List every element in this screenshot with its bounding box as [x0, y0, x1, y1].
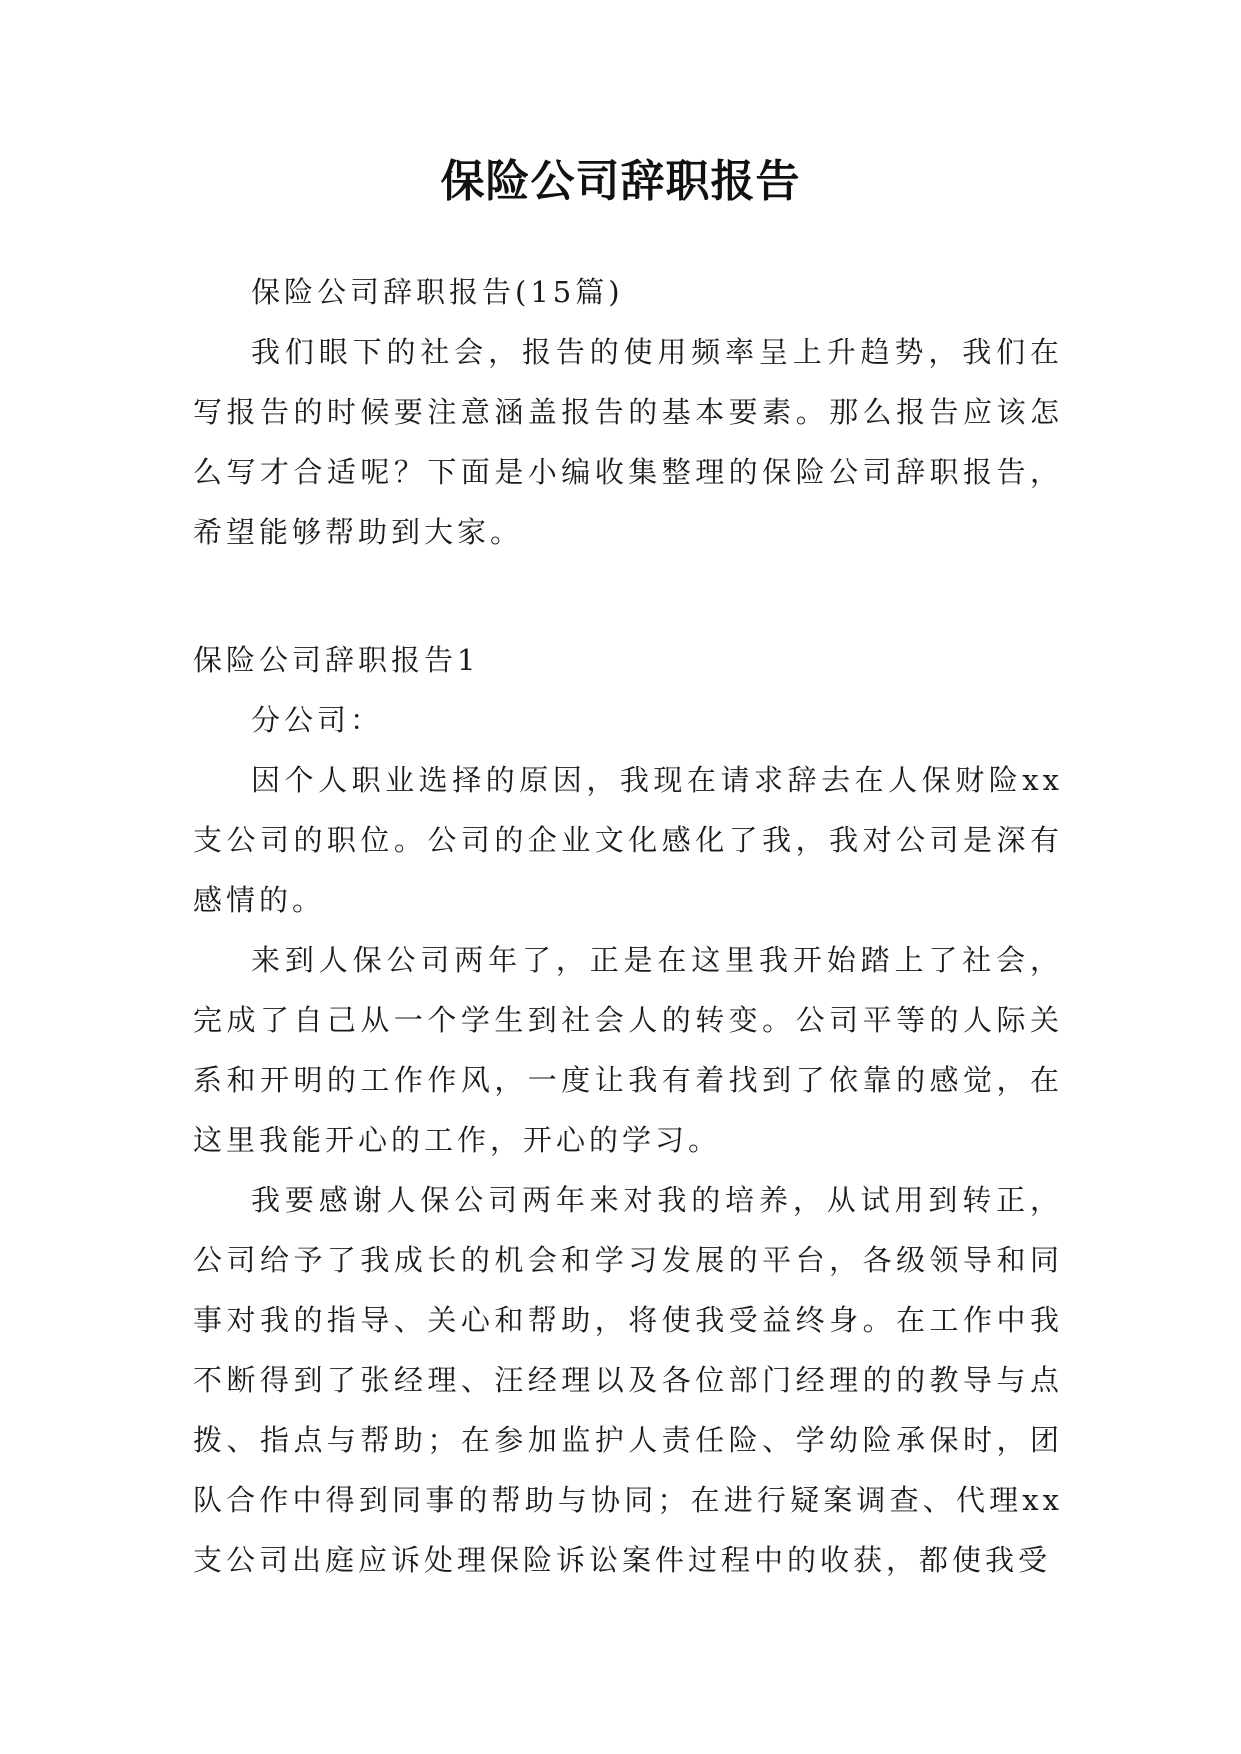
body-paragraph: 我要感谢人保公司两年来对我的培养，从试用到转正，公司给予了我成长的机会和学习发展的平台，各级领导和同事对我的指导、关心和帮助，将使我受益终身。在工作中我不断得到了张经理、汪经理以及各位部门经理的的教导与点拨、指点与帮助；在参加监护人责任险、学幼险承保时，团队合作中得到同事的帮助与协同；在进行疑案调查、代理xx支公司出庭应诉处理保险诉讼案件过程中的收获，都使我受 [193, 1183, 1063, 1577]
intro-paragraph: 我们眼下的社会，报告的使用频率呈上升趋势，我们在写报告的时候要注意涵盖报告的基本要素。那么报告应该怎么写才合适呢？下面是小编收集整理的保险公司辞职报告，希望能够帮助到大家。 [193, 335, 1063, 549]
body-paragraph: 来到人保公司两年了，正是在这里我开始踏上了社会，完成了自己从一个学生到社会人的转变。公司平等的人际关系和开明的工作作风，一度让我有着找到了依靠的感觉，在这里我能开心的工作，开心的学习。 [193, 943, 1063, 1157]
intro-subtitle: 保险公司辞职报告(15篇) [251, 275, 624, 309]
body-paragraph: 因个人职业选择的原因，我现在请求辞去在人保财险xx支公司的职位。公司的企业文化感化了我，我对公司是深有感情的。 [193, 763, 1063, 917]
intro-block [193, 262, 1063, 562]
salutation: 分公司： [251, 703, 384, 737]
document-title: 保险公司辞职报告 [440, 156, 801, 207]
section-heading: 保险公司辞职报告1 [193, 643, 480, 677]
section-1 [193, 630, 1063, 1590]
